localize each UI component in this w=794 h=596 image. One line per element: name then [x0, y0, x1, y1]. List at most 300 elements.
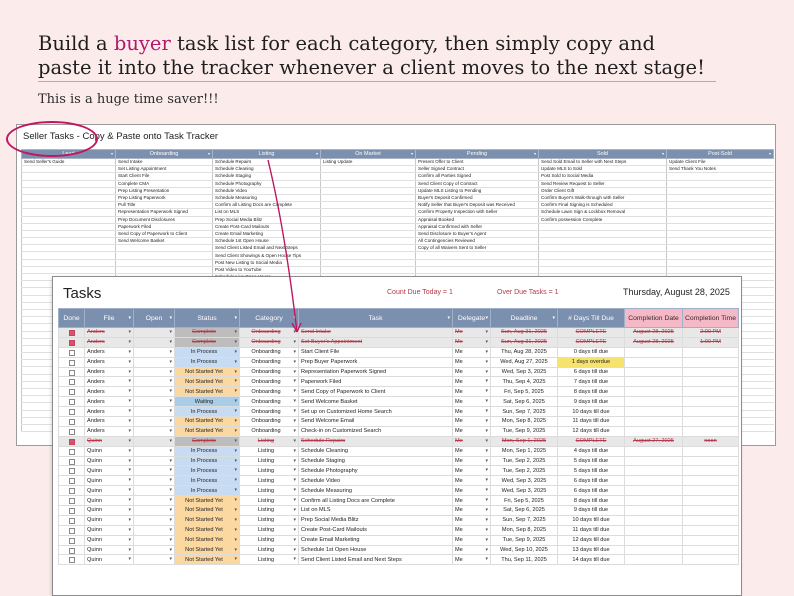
checkbox[interactable] [69, 399, 75, 405]
task-cell[interactable]: Start Client File [299, 347, 453, 357]
completion-date-cell[interactable] [625, 535, 683, 545]
status-select[interactable]: Not Started Yet ▾ [175, 387, 240, 397]
category-select[interactable]: Listing ▾ [240, 446, 299, 456]
seller-cell[interactable]: Appraisal Confirmed with Seller [416, 223, 539, 230]
completion-time-cell[interactable] [683, 426, 739, 436]
filter-dropdown-icon[interactable]: ▾ [533, 151, 536, 156]
deadline-cell[interactable]: Sun, Sep 7, 2025 [491, 515, 558, 525]
completion-date-cell[interactable] [625, 347, 683, 357]
seller-cell[interactable] [22, 216, 116, 223]
seller-cell[interactable] [22, 266, 116, 273]
completion-time-cell[interactable] [683, 525, 739, 535]
seller-cell[interactable] [22, 194, 116, 201]
seller-cell[interactable]: Schedule 1st Open House [213, 238, 321, 245]
category-select[interactable]: Onboarding ▾ [240, 328, 299, 338]
seller-cell[interactable]: Update Client File [667, 159, 774, 166]
file-select[interactable]: Quinn ▾ [85, 555, 134, 565]
tasks-col-deadline[interactable]: Deadline ▾ [491, 309, 558, 328]
category-select[interactable]: Onboarding ▾ [240, 337, 299, 347]
completion-date-cell[interactable] [625, 476, 683, 486]
done-checkbox[interactable] [59, 456, 85, 466]
seller-cell[interactable] [667, 259, 774, 266]
delegate-select[interactable]: Me ▾ [453, 407, 491, 417]
category-select[interactable]: Onboarding ▾ [240, 377, 299, 387]
completion-time-cell[interactable] [683, 456, 739, 466]
done-checkbox[interactable] [59, 545, 85, 555]
deadline-cell[interactable]: Tue, Sep 9, 2025 [491, 426, 558, 436]
checkbox[interactable] [69, 528, 75, 534]
done-checkbox[interactable] [59, 476, 85, 486]
category-select[interactable]: Listing ▾ [240, 555, 299, 565]
tasks-col-delegate[interactable]: Delegate ▾ [453, 309, 491, 328]
category-select[interactable]: Onboarding ▾ [240, 407, 299, 417]
done-checkbox[interactable] [59, 525, 85, 535]
seller-cell[interactable] [667, 194, 774, 201]
filter-dropdown-icon[interactable]: ▾ [410, 151, 413, 156]
open-select[interactable] [134, 545, 175, 555]
completion-date-cell[interactable] [625, 367, 683, 377]
deadline-cell[interactable]: Tue, Sep 2, 2025 [491, 466, 558, 476]
open-select[interactable] [134, 417, 175, 427]
status-select[interactable]: Complete ▾ [175, 436, 240, 446]
seller-cell[interactable]: Paperwork Filed [116, 223, 213, 230]
status-select[interactable]: Not Started Yet ▾ [175, 525, 240, 535]
seller-cell[interactable]: Confirm possession Complete [539, 216, 667, 223]
open-select[interactable] [134, 446, 175, 456]
seller-cell[interactable]: Confirm all Listing Docs are Complete [213, 202, 321, 209]
deadline-cell[interactable]: Tue, Sep 2, 2025 [491, 456, 558, 466]
seller-cell[interactable]: Send Copy of Paperwork to Client [116, 230, 213, 237]
open-select[interactable] [134, 347, 175, 357]
seller-cell[interactable] [22, 173, 116, 180]
filter-dropdown-icon[interactable]: ▾ [110, 151, 113, 156]
deadline-cell[interactable]: Fri, Sep 5, 2025 [491, 387, 558, 397]
seller-cell[interactable]: Post Sold to Social Media [539, 173, 667, 180]
open-select[interactable] [134, 496, 175, 506]
status-select[interactable]: In Process ▾ [175, 486, 240, 496]
deadline-cell[interactable]: Wed, Sep 3, 2025 [491, 476, 558, 486]
file-select[interactable]: Anders ▾ [85, 397, 134, 407]
completion-time-cell[interactable]: 1:00 PM [683, 337, 739, 347]
tasks-col-file[interactable]: File ▾ [85, 309, 134, 328]
completion-time-cell[interactable] [683, 486, 739, 496]
completion-time-cell[interactable]: 2:00 PM [683, 328, 739, 338]
seller-cell[interactable]: Confirm Final Signing is Scheduled [539, 202, 667, 209]
delegate-select[interactable]: Me ▾ [453, 328, 491, 338]
done-checkbox[interactable] [59, 535, 85, 545]
status-select[interactable]: In Process ▾ [175, 347, 240, 357]
task-cell[interactable]: Set up on Customized Home Search [299, 407, 453, 417]
seller-cell[interactable]: Appraisal Booked [416, 216, 539, 223]
category-select[interactable]: Listing ▾ [240, 486, 299, 496]
file-select[interactable]: Quinn ▾ [85, 506, 134, 516]
file-select[interactable]: Anders ▾ [85, 417, 134, 427]
done-checkbox[interactable] [59, 506, 85, 516]
checkbox[interactable] [69, 409, 75, 415]
completion-time-cell[interactable]: noon [683, 436, 739, 446]
seller-cell[interactable] [667, 180, 774, 187]
status-select[interactable]: In Process ▾ [175, 357, 240, 367]
done-checkbox[interactable] [59, 496, 85, 506]
delegate-select[interactable]: Me ▾ [453, 486, 491, 496]
completion-date-cell[interactable] [625, 387, 683, 397]
status-select[interactable]: Complete ▾ [175, 337, 240, 347]
filter-dropdown-icon[interactable]: ▾ [207, 151, 210, 156]
seller-cell[interactable] [321, 166, 416, 173]
delegate-select[interactable]: Me ▾ [453, 367, 491, 377]
delegate-select[interactable]: Me ▾ [453, 476, 491, 486]
task-cell[interactable]: Schedule Video [299, 476, 453, 486]
open-select[interactable] [134, 466, 175, 476]
seller-cell[interactable] [667, 230, 774, 237]
seller-cell[interactable] [667, 245, 774, 252]
seller-cell[interactable]: Send Seller's Guide [22, 159, 116, 166]
seller-cell[interactable] [416, 252, 539, 259]
checkbox[interactable] [69, 379, 75, 385]
completion-time-cell[interactable] [683, 397, 739, 407]
status-select[interactable]: Not Started Yet ▾ [175, 496, 240, 506]
done-checkbox[interactable] [59, 357, 85, 367]
open-select[interactable] [134, 367, 175, 377]
seller-cell[interactable] [321, 173, 416, 180]
seller-cell[interactable] [321, 238, 416, 245]
delegate-select[interactable]: Me ▾ [453, 506, 491, 516]
completion-date-cell[interactable] [625, 407, 683, 417]
seller-cell[interactable] [321, 266, 416, 273]
status-select[interactable]: In Process ▾ [175, 466, 240, 476]
filter-dropdown-icon[interactable]: ▾ [485, 315, 488, 321]
seller-cell[interactable]: Send Thank You Notes [667, 166, 774, 173]
seller-cell[interactable] [22, 223, 116, 230]
filter-dropdown-icon[interactable]: ▾ [169, 315, 172, 321]
seller-cell[interactable]: Start Client File [116, 173, 213, 180]
done-checkbox[interactable] [59, 436, 85, 446]
completion-date-cell[interactable]: August 27, 2025 [625, 436, 683, 446]
checkbox[interactable] [69, 488, 75, 494]
open-select[interactable] [134, 476, 175, 486]
seller-cell[interactable] [22, 245, 116, 252]
seller-cell[interactable]: Post Video to YouTube [213, 266, 321, 273]
deadline-cell[interactable]: Thu, Sep 11, 2025 [491, 555, 558, 565]
file-select[interactable]: Quinn ▾ [85, 545, 134, 555]
category-select[interactable]: Listing ▾ [240, 456, 299, 466]
file-select[interactable]: Quinn ▾ [85, 525, 134, 535]
completion-time-cell[interactable] [683, 357, 739, 367]
done-checkbox[interactable] [59, 426, 85, 436]
file-select[interactable]: Anders ▾ [85, 407, 134, 417]
seller-cell[interactable]: Prep Social Media Blitz [213, 216, 321, 223]
file-select[interactable]: Anders ▾ [85, 337, 134, 347]
seller-cell[interactable]: Send Intake [116, 159, 213, 166]
file-select[interactable]: Anders ▾ [85, 328, 134, 338]
completion-date-cell[interactable] [625, 456, 683, 466]
completion-date-cell[interactable] [625, 506, 683, 516]
file-select[interactable]: Quinn ▾ [85, 496, 134, 506]
checkbox[interactable] [69, 350, 75, 356]
file-select[interactable]: Anders ▾ [85, 377, 134, 387]
task-cell[interactable]: Schedule Photography [299, 466, 453, 476]
delegate-select[interactable]: Me ▾ [453, 347, 491, 357]
task-cell[interactable]: Create Post-Card Mailouts [299, 525, 453, 535]
open-select[interactable] [134, 486, 175, 496]
seller-cell[interactable] [22, 259, 116, 266]
task-cell[interactable]: Send Welcome Basket [299, 397, 453, 407]
completion-date-cell[interactable]: August 28, 2025 [625, 328, 683, 338]
task-cell[interactable]: Send Copy of Paperwork to Client [299, 387, 453, 397]
seller-cell[interactable] [539, 230, 667, 237]
open-select[interactable] [134, 337, 175, 347]
category-select[interactable]: Listing ▾ [240, 525, 299, 535]
seller-cell[interactable]: Schedule Photography [213, 180, 321, 187]
seller-col-post-sold[interactable]: Post-Sold ▾ [667, 150, 774, 159]
open-select[interactable] [134, 506, 175, 516]
file-select[interactable]: Quinn ▾ [85, 456, 134, 466]
file-select[interactable]: Quinn ▾ [85, 486, 134, 496]
seller-cell[interactable] [116, 259, 213, 266]
completion-time-cell[interactable] [683, 555, 739, 565]
seller-cell[interactable]: Order Client Gift [539, 187, 667, 194]
status-select[interactable]: In Process ▾ [175, 456, 240, 466]
tasks-col-days-till-due[interactable]: # Days Till Due [558, 309, 625, 328]
completion-time-cell[interactable] [683, 387, 739, 397]
seller-cell[interactable]: Buyer's Deposit Confirmed [416, 194, 539, 201]
seller-cell[interactable] [321, 259, 416, 266]
completion-date-cell[interactable] [625, 357, 683, 367]
tasks-col-done[interactable]: Done [59, 309, 85, 328]
seller-col-on-market[interactable]: On Market ▾ [321, 150, 416, 159]
open-select[interactable] [134, 397, 175, 407]
checkbox[interactable] [69, 538, 75, 544]
file-select[interactable]: Anders ▾ [85, 357, 134, 367]
delegate-select[interactable]: Me ▾ [453, 535, 491, 545]
seller-cell[interactable] [667, 252, 774, 259]
seller-cell[interactable]: Copy of all Waivers Sent to Seller [416, 245, 539, 252]
seller-cell[interactable]: Representation Paperwork Signed [116, 209, 213, 216]
seller-cell[interactable] [321, 216, 416, 223]
seller-cell[interactable] [116, 252, 213, 259]
completion-date-cell[interactable] [625, 545, 683, 555]
completion-date-cell[interactable] [625, 466, 683, 476]
seller-cell[interactable] [321, 223, 416, 230]
deadline-cell[interactable]: Wed, Sep 10, 2025 [491, 545, 558, 555]
checkbox[interactable] [69, 508, 75, 514]
task-cell[interactable]: Set Buyer's Appointment [299, 337, 453, 347]
seller-cell[interactable]: Schedule Video [213, 187, 321, 194]
seller-cell[interactable] [539, 245, 667, 252]
seller-cell[interactable] [321, 209, 416, 216]
status-select[interactable]: Not Started Yet ▾ [175, 426, 240, 436]
seller-cell[interactable] [22, 209, 116, 216]
task-cell[interactable]: Create Email Marketing [299, 535, 453, 545]
seller-cell[interactable]: Schedule Cleaning [213, 166, 321, 173]
seller-cell[interactable]: Create Email Marketing [213, 230, 321, 237]
status-select[interactable]: Complete ▾ [175, 328, 240, 338]
task-cell[interactable]: Prep Social Media Blitz [299, 515, 453, 525]
deadline-cell[interactable]: Sun, Aug 31, 2025 [491, 337, 558, 347]
tasks-col-status[interactable]: Status ▾ [175, 309, 240, 328]
open-select[interactable] [134, 407, 175, 417]
category-select[interactable]: Onboarding ▾ [240, 397, 299, 407]
deadline-cell[interactable]: Mon, Sep 1, 2025 [491, 436, 558, 446]
status-select[interactable]: Not Started Yet ▾ [175, 367, 240, 377]
deadline-cell[interactable]: Sat, Sep 6, 2025 [491, 397, 558, 407]
seller-cell[interactable] [22, 252, 116, 259]
done-checkbox[interactable] [59, 417, 85, 427]
delegate-select[interactable]: Me ▾ [453, 417, 491, 427]
delegate-select[interactable]: Me ▾ [453, 496, 491, 506]
completion-date-cell[interactable] [625, 555, 683, 565]
seller-cell[interactable] [667, 173, 774, 180]
seller-cell[interactable] [321, 252, 416, 259]
completion-date-cell[interactable] [625, 486, 683, 496]
file-select[interactable]: Quinn ▾ [85, 515, 134, 525]
delegate-select[interactable]: Me ▾ [453, 515, 491, 525]
seller-cell[interactable]: Send Review Request to Seller [539, 180, 667, 187]
checkbox[interactable] [69, 439, 75, 445]
completion-time-cell[interactable] [683, 377, 739, 387]
seller-cell[interactable]: Send Client Showings & Open House Tips [213, 252, 321, 259]
seller-cell[interactable] [539, 259, 667, 266]
category-select[interactable]: Listing ▾ [240, 535, 299, 545]
seller-cell[interactable]: Send Sold Email to Seller with Next Steps [539, 159, 667, 166]
tasks-col-completion-time[interactable]: Completion Time [683, 309, 739, 328]
open-select[interactable] [134, 328, 175, 338]
category-select[interactable]: Onboarding ▾ [240, 347, 299, 357]
done-checkbox[interactable] [59, 347, 85, 357]
completion-date-cell[interactable] [625, 496, 683, 506]
task-cell[interactable]: Schedule Cleaning [299, 446, 453, 456]
checkbox[interactable] [69, 449, 75, 455]
task-cell[interactable]: Confirm all Listing Docs are Complete [299, 496, 453, 506]
file-select[interactable]: Anders ▾ [85, 426, 134, 436]
status-select[interactable]: Not Started Yet ▾ [175, 545, 240, 555]
filter-dropdown-icon[interactable]: ▾ [315, 151, 318, 156]
seller-cell[interactable] [539, 252, 667, 259]
completion-date-cell[interactable] [625, 377, 683, 387]
category-select[interactable]: Onboarding ▾ [240, 367, 299, 377]
completion-time-cell[interactable] [683, 496, 739, 506]
delegate-select[interactable]: Me ▾ [453, 545, 491, 555]
checkbox[interactable] [69, 330, 75, 336]
done-checkbox[interactable] [59, 328, 85, 338]
done-checkbox[interactable] [59, 555, 85, 565]
seller-cell[interactable]: All Contingencies Reviewed [416, 238, 539, 245]
deadline-cell[interactable]: Sun, Sep 7, 2025 [491, 407, 558, 417]
done-checkbox[interactable] [59, 515, 85, 525]
seller-cell[interactable] [22, 238, 116, 245]
completion-time-cell[interactable] [683, 347, 739, 357]
category-select[interactable]: Listing ▾ [240, 545, 299, 555]
filter-dropdown-icon[interactable]: ▾ [447, 315, 450, 321]
seller-cell[interactable] [539, 238, 667, 245]
seller-cell[interactable]: Confirm Property Inspection with Seller [416, 209, 539, 216]
seller-cell[interactable]: Update MLS Listing to Pending [416, 187, 539, 194]
completion-date-cell[interactable] [625, 446, 683, 456]
category-select[interactable]: Onboarding ▾ [240, 387, 299, 397]
file-select[interactable]: Quinn ▾ [85, 466, 134, 476]
task-cell[interactable]: Check-in on Customized Search [299, 426, 453, 436]
status-select[interactable]: Waiting ▾ [175, 397, 240, 407]
checkbox[interactable] [69, 468, 75, 474]
done-checkbox[interactable] [59, 337, 85, 347]
tasks-col-task[interactable]: Task ▾ [299, 309, 453, 328]
deadline-cell[interactable]: Mon, Sep 8, 2025 [491, 417, 558, 427]
checkbox[interactable] [69, 498, 75, 504]
completion-date-cell[interactable] [625, 426, 683, 436]
open-select[interactable] [134, 535, 175, 545]
seller-cell[interactable] [321, 194, 416, 201]
done-checkbox[interactable] [59, 367, 85, 377]
seller-cell[interactable] [416, 259, 539, 266]
tasks-col-completion-date[interactable]: Completion Date [625, 309, 683, 328]
task-cell[interactable]: Send Intake [299, 328, 453, 338]
checkbox[interactable] [69, 518, 75, 524]
open-select[interactable] [134, 387, 175, 397]
task-cell[interactable]: Schedule Staging [299, 456, 453, 466]
done-checkbox[interactable] [59, 377, 85, 387]
file-select[interactable]: Anders ▾ [85, 367, 134, 377]
seller-cell[interactable]: Prep Listing Paperwork [116, 194, 213, 201]
completion-time-cell[interactable] [683, 476, 739, 486]
seller-cell[interactable]: Complete CMA [116, 180, 213, 187]
seller-col-lead[interactable]: Lead ▾ [22, 150, 116, 159]
seller-cell[interactable]: List on MLS [213, 209, 321, 216]
deadline-cell[interactable]: Tue, Sep 9, 2025 [491, 535, 558, 545]
file-select[interactable]: Quinn ▾ [85, 535, 134, 545]
seller-cell[interactable] [321, 245, 416, 252]
seller-cell[interactable]: Confirm all Parties Signed [416, 173, 539, 180]
seller-cell[interactable]: Schedule Lawn Sign & Lockbox Removal [539, 209, 667, 216]
delegate-select[interactable]: Me ▾ [453, 357, 491, 367]
completion-date-cell[interactable] [625, 525, 683, 535]
deadline-cell[interactable]: Thu, Sep 4, 2025 [491, 377, 558, 387]
completion-date-cell[interactable] [625, 515, 683, 525]
completion-date-cell[interactable] [625, 417, 683, 427]
checkbox[interactable] [69, 389, 75, 395]
seller-col-sold[interactable]: Sold ▾ [539, 150, 667, 159]
seller-cell[interactable]: Prep Document Disclosures [116, 216, 213, 223]
completion-time-cell[interactable] [683, 466, 739, 476]
status-select[interactable]: Not Started Yet ▾ [175, 515, 240, 525]
open-select[interactable] [134, 357, 175, 367]
seller-cell[interactable]: Create Post-Card Mailouts [213, 223, 321, 230]
delegate-select[interactable]: Me ▾ [453, 525, 491, 535]
open-select[interactable] [134, 377, 175, 387]
seller-cell[interactable] [667, 238, 774, 245]
checkbox[interactable] [69, 548, 75, 554]
done-checkbox[interactable] [59, 446, 85, 456]
file-select[interactable]: Quinn ▾ [85, 476, 134, 486]
completion-time-cell[interactable] [683, 417, 739, 427]
status-select[interactable]: Not Started Yet ▾ [175, 377, 240, 387]
delegate-select[interactable]: Me ▾ [453, 456, 491, 466]
completion-time-cell[interactable] [683, 535, 739, 545]
delegate-select[interactable]: Me ▾ [453, 426, 491, 436]
category-select[interactable]: Listing ▾ [240, 515, 299, 525]
done-checkbox[interactable] [59, 387, 85, 397]
seller-cell[interactable] [667, 187, 774, 194]
status-select[interactable]: Not Started Yet ▾ [175, 555, 240, 565]
filter-dropdown-icon[interactable]: ▾ [234, 315, 237, 321]
task-cell[interactable]: Schedule Measuring [299, 486, 453, 496]
task-cell[interactable]: Representation Paperwork Signed [299, 367, 453, 377]
seller-col-pending[interactable]: Pending ▾ [416, 150, 539, 159]
deadline-cell[interactable]: Wed, Sep 3, 2025 [491, 486, 558, 496]
task-cell[interactable]: Send Client Listed Email and Next Steps [299, 555, 453, 565]
seller-cell[interactable] [116, 245, 213, 252]
seller-cell[interactable]: Schedule Measuring [213, 194, 321, 201]
tasks-col-open[interactable]: Open ▾ [134, 309, 175, 328]
